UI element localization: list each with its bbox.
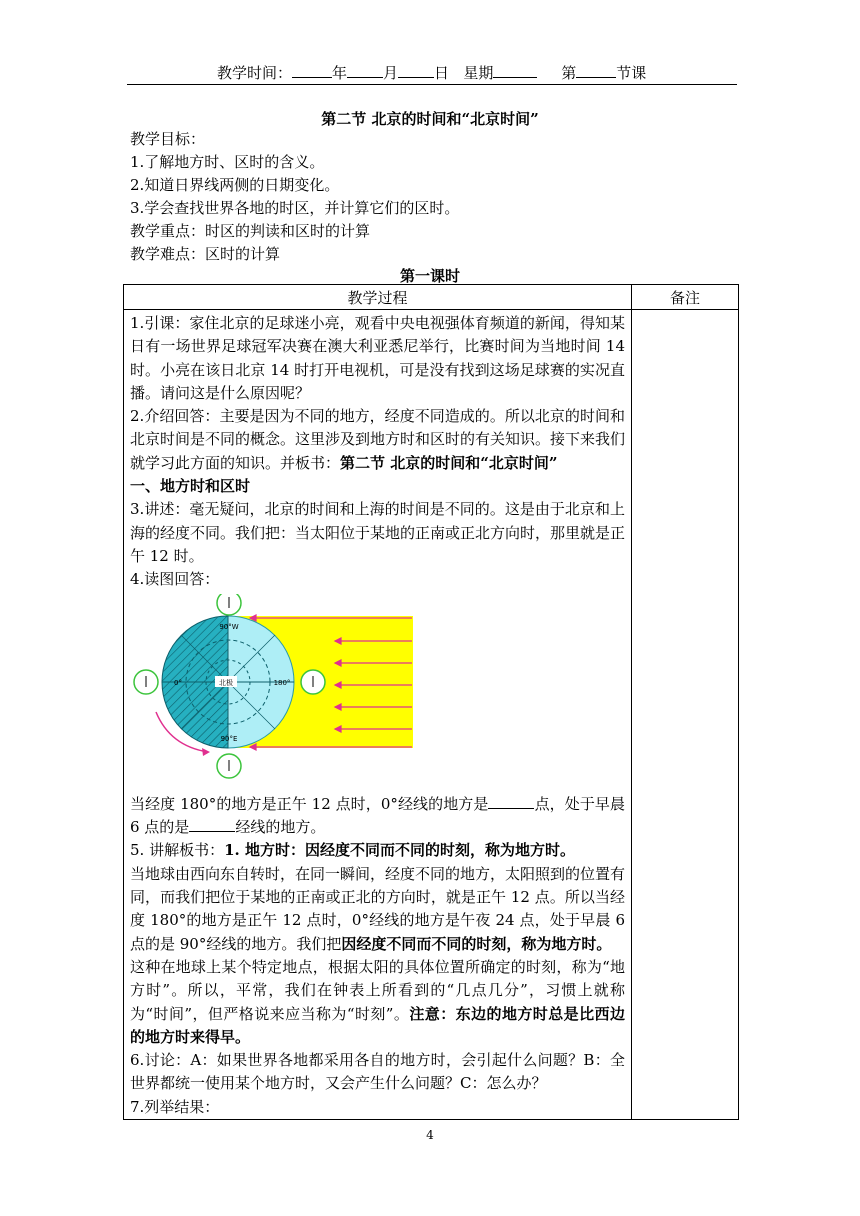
notes-header: 备注 bbox=[632, 285, 739, 310]
period-blank bbox=[576, 63, 616, 78]
note-text: 注意：东边的地方时总是比西边的地方时来得早。 bbox=[130, 1004, 625, 1046]
day-blank bbox=[398, 63, 434, 78]
header-text bbox=[217, 62, 646, 83]
di-label: 第 bbox=[561, 64, 577, 82]
board-definition: 1. 地方时：因经度不同而不同的时刻，称为地方时。 bbox=[224, 841, 575, 860]
paragraph-intro: 1.引课：家住北京的足球迷小亮，观看中央电视强体育频道的新闻，得知某日有一场世界足球冠军决赛在澳大利亚悉尼举行，比赛时间为当地时间 14 时。小亮在该日北京 14 时打开电视机，可是没有找到这场足球赛的实况直播。请问这是什么原因呢？ bbox=[130, 314, 625, 402]
answer-blank bbox=[189, 817, 235, 832]
year-label: 年 bbox=[332, 64, 348, 82]
teach-time-label: 教学时间： bbox=[217, 64, 293, 82]
label-180: 180° bbox=[273, 678, 291, 687]
weekday-blank bbox=[493, 63, 537, 78]
paragraph-results: 7.列举结果： bbox=[130, 1097, 220, 1116]
explain-definition: 因经度不同而不同的时刻，称为地方时。 bbox=[341, 934, 612, 953]
label-0: 0° bbox=[174, 678, 182, 687]
weekday-label: 星期 bbox=[463, 64, 494, 82]
paragraph-local-time bbox=[130, 956, 625, 1049]
year-blank bbox=[292, 63, 332, 78]
clock-icon bbox=[217, 594, 241, 615]
section-heading: 一、地方时和区时 bbox=[130, 477, 251, 496]
process-cell bbox=[124, 310, 632, 1120]
clock-icon bbox=[217, 754, 241, 778]
paragraph-read-figure: 4.读图回答： bbox=[130, 570, 220, 589]
question-part: 当经度 180°的地方是正午 12 点时，0°经线的地方是 bbox=[130, 794, 489, 813]
question-part: 点，处于早晨 6 点的是 bbox=[130, 794, 625, 837]
key-point: 教学重点：时区的判读和区时的计算 bbox=[130, 222, 371, 240]
process-header: 教学过程 bbox=[124, 285, 632, 310]
objective-item: 1.了解地方时、区时的含义。 bbox=[130, 153, 325, 171]
question-part: 经线的地方。 bbox=[235, 818, 326, 837]
paragraph-explain bbox=[130, 863, 625, 956]
objectives-heading: 教学目标： bbox=[130, 130, 206, 148]
label-90e: 90°E bbox=[220, 734, 238, 743]
jieke-label: 节课 bbox=[616, 64, 647, 82]
page-header bbox=[127, 60, 737, 85]
paragraph-lecture: 3.讲述：毫无疑问，北京的时间和上海的时间是不同的。这是由于北京和上海的经度不同。我们把：当太阳位于某地的正南或正北方向时，那里就是正午 12 时。 bbox=[130, 500, 626, 565]
clock-icon bbox=[301, 670, 325, 694]
rotation-arrowhead-icon bbox=[202, 748, 210, 756]
label-pole: 北极 bbox=[219, 678, 233, 687]
clock-icon bbox=[134, 670, 158, 694]
month-blank bbox=[347, 63, 383, 78]
paragraph-board bbox=[130, 839, 625, 862]
answer-text: 2.介绍回答：主要是因为不同的地方，经度不同造成的。所以北京的时间和北京时间是不同的概念。这里涉及到地方时和区时的有关知识。接下来我们就学习此方面的知识。并板书： bbox=[130, 407, 626, 472]
lesson-title: 第一课时 bbox=[399, 267, 460, 285]
board-label: 5. 讲解板书： bbox=[130, 841, 225, 860]
paragraph-answer bbox=[130, 405, 625, 475]
lesson-table bbox=[123, 284, 739, 1120]
board-title: 第二节 北京的时间和“北京时间” bbox=[340, 453, 558, 472]
local-time-text: 这种在地球上某个特定地点，根据太阳的具体位置所确定的时刻，称为“地方时”。所以，平常，我们在钟表上所看到的“几点几分”，习惯上就称为“时间”，但严格说来应当称为“时刻”。 bbox=[130, 957, 625, 1023]
difficulty: 教学难点：区时的计算 bbox=[130, 245, 281, 263]
page-title: 第二节 北京的时间和“北京时间” bbox=[321, 110, 539, 128]
label-90w: 90°W bbox=[219, 622, 239, 631]
objective-item: 2.知道日界线两侧的日期变化。 bbox=[130, 176, 340, 194]
page-number: 4 bbox=[426, 1128, 434, 1142]
earth-polar-diagram bbox=[130, 594, 430, 784]
month-label: 月 bbox=[383, 64, 399, 82]
paragraph-discussion: 6.讨论：A：如果世界各地都采用各自的地方时，会引起什么问题？B：全世界都统一使用某个地方时，又会产生什么问题？C：怎么办？ bbox=[130, 1051, 625, 1093]
day-label: 日 bbox=[434, 64, 450, 82]
question-paragraph bbox=[130, 793, 625, 840]
answer-blank bbox=[488, 794, 534, 809]
notes-cell bbox=[632, 310, 739, 1120]
objective-item: 3.学会查找世界各地的时区，并计算它们的区时。 bbox=[130, 199, 460, 217]
explain-text: 当地球由西向东自转时，在同一瞬间，经度不同的地方，太阳照到的位置有同，而我们把位于某地的正南或正北的方向时，就是正午 12 点。所以当经度 180°的地方是正午 12 点时，0°经线的地方是午夜 24 点，处于早晨 6 点的是 90°经线的地方。我们把 bbox=[130, 864, 626, 953]
